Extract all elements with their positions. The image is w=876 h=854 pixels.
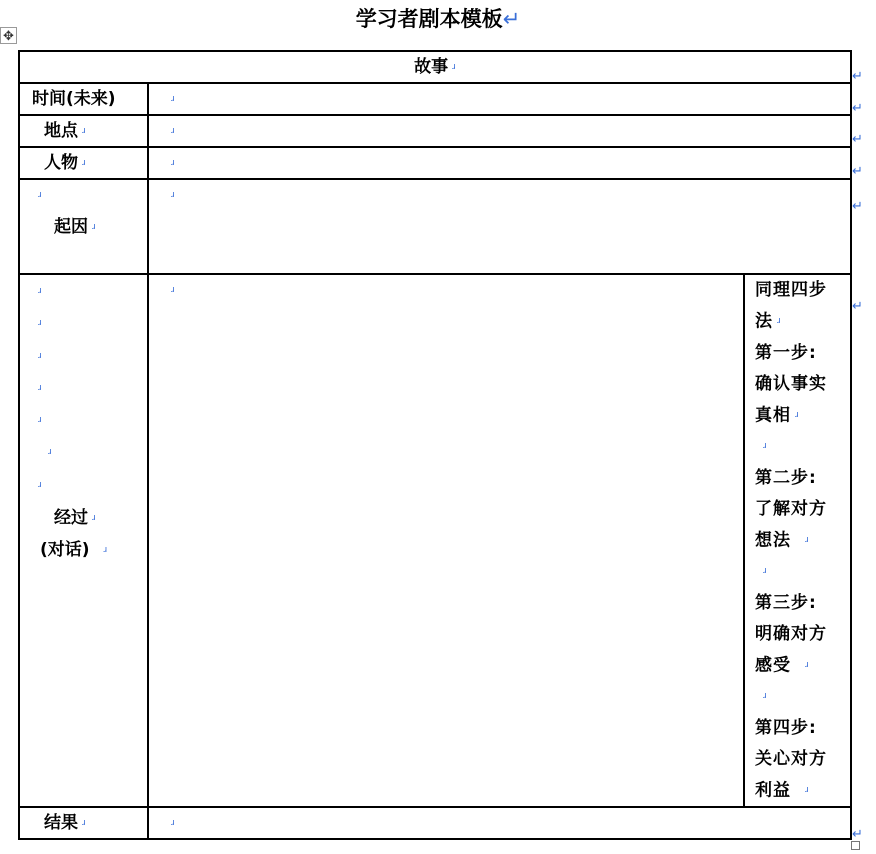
cell-mark-icon: ɹ <box>82 126 86 136</box>
cell-mark-icon: ɹ <box>763 566 768 576</box>
step2-line1: 了解对方 <box>755 498 827 519</box>
script-template-table <box>18 50 852 840</box>
row-end-mark-icon: ↵ <box>852 101 863 116</box>
table-move-handle-icon[interactable]: ✥ <box>0 27 17 44</box>
process-label-cell[interactable] <box>19 274 148 807</box>
process-label: 经过 <box>54 507 88 528</box>
cell-mark-icon: ɹ <box>805 784 810 795</box>
document-title <box>0 4 876 34</box>
cell-mark-icon: ɹ <box>171 818 175 828</box>
step2-label: 第二步: <box>755 467 817 488</box>
time-value-cell[interactable] <box>148 83 851 115</box>
place-value-cell[interactable] <box>148 115 851 147</box>
cell-mark-icon: ɹ <box>38 318 42 329</box>
step3-line1: 明确对方 <box>755 623 827 644</box>
result-label-cell[interactable] <box>19 807 148 839</box>
people-label: 人物 <box>44 153 78 173</box>
cell-mark-icon: ɹ <box>82 818 86 828</box>
step3-label: 第三步: <box>755 592 817 613</box>
empathy-title-line1: 同理四步 <box>755 280 827 300</box>
row-end-mark-icon: ↵ <box>852 69 863 84</box>
header-story-label: 故事 <box>414 57 449 77</box>
cell-mark-icon: ɹ <box>171 158 175 168</box>
row-end-mark-icon: ↵ <box>852 132 863 147</box>
cell-mark-icon: ɹ <box>82 158 86 168</box>
cell-mark-icon: ɹ <box>38 479 42 490</box>
step4-line2: 利益 <box>755 780 791 800</box>
cell-mark-icon: ɹ <box>795 409 800 420</box>
place-label-cell[interactable] <box>19 115 148 147</box>
cell-mark-icon: ɹ <box>777 316 782 326</box>
cell-mark-icon: ɹ <box>452 62 456 72</box>
row-end-mark-icon: ↵ <box>852 299 863 314</box>
cell-mark-icon: ɹ <box>38 382 42 393</box>
people-label-cell[interactable] <box>19 147 148 179</box>
row-end-mark-icon: ↵ <box>852 827 863 842</box>
title-text: 学习者剧本模板 <box>355 7 503 31</box>
cell-mark-icon: ɹ <box>171 94 175 104</box>
result-value-cell[interactable] <box>148 807 851 839</box>
result-label: 结果 <box>44 813 78 833</box>
paragraph-mark-icon: ↵ <box>502 7 521 31</box>
cause-value-cell[interactable] <box>148 179 851 274</box>
cell-mark-icon: ɹ <box>805 534 810 545</box>
cell-mark-icon: ɹ <box>48 447 52 458</box>
cell-mark-icon: ɹ <box>763 441 768 451</box>
step1-label: 第一步: <box>755 342 817 363</box>
cell-mark-icon: ɹ <box>38 415 42 425</box>
cell-mark-icon: ɹ <box>171 190 175 200</box>
step4-line1: 关心对方 <box>755 748 827 769</box>
row-end-mark-icon: ↵ <box>852 164 863 179</box>
time-label: 时间(未来) <box>32 89 116 109</box>
cell-mark-icon: ɹ <box>103 544 108 555</box>
place-label: 地点 <box>44 121 78 141</box>
cell-mark-icon: ɹ <box>92 512 96 523</box>
cause-label: 起因 <box>54 217 88 237</box>
dialogue-label: (对话) <box>40 539 90 560</box>
empathy-title-line2: 法 <box>755 311 773 332</box>
step2-line2: 想法 <box>755 530 791 550</box>
cell-mark-icon: ɹ <box>805 659 810 670</box>
cell-mark-icon: ɹ <box>171 126 175 136</box>
empathy-steps-cell[interactable] <box>744 274 851 807</box>
process-value-cell[interactable] <box>148 274 744 807</box>
cell-mark-icon: ɹ <box>92 222 96 232</box>
step1-line1: 确认事实 <box>755 373 827 394</box>
step3-line2: 感受 <box>755 655 791 675</box>
cell-mark-icon: ɹ <box>38 190 42 200</box>
table-header-cell[interactable] <box>19 51 851 83</box>
time-label-cell[interactable] <box>19 83 148 115</box>
cell-mark-icon: ɹ <box>763 691 768 701</box>
row-end-mark-icon: ↵ <box>852 199 863 214</box>
cell-mark-icon: ɹ <box>171 285 175 295</box>
step4-label: 第四步: <box>755 717 817 738</box>
cause-label-cell[interactable] <box>19 179 148 274</box>
people-value-cell[interactable] <box>148 147 851 179</box>
step1-line2: 真相 <box>755 405 791 425</box>
table-resize-handle-icon[interactable] <box>851 841 860 850</box>
cell-mark-icon: ɹ <box>38 350 42 361</box>
cell-mark-icon: ɹ <box>38 286 42 296</box>
